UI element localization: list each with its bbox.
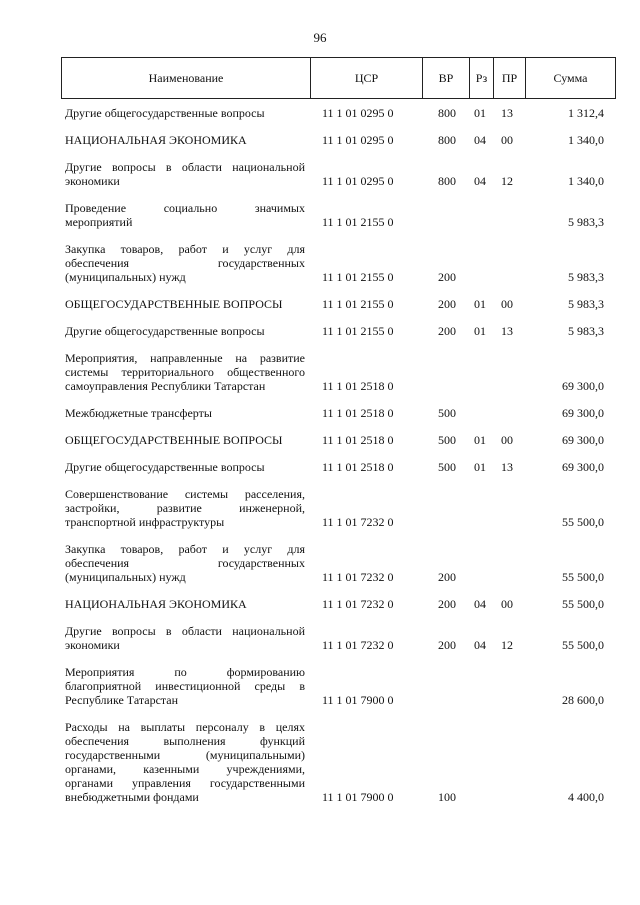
row-name: Другие общегосударственные вопросы xyxy=(65,106,265,120)
row-name: НАЦИОНАЛЬНАЯ ЭКОНОМИКА xyxy=(65,133,247,147)
row-pr: 00 xyxy=(501,597,513,611)
row-csr: 11 1 01 2155 0 xyxy=(322,297,394,311)
row-csr: 11 1 01 7900 0 xyxy=(322,693,394,707)
table-row xyxy=(61,665,616,707)
row-sum: 55 500,0 xyxy=(562,515,604,529)
row-vr: 500 xyxy=(438,406,456,420)
row-vr: 800 xyxy=(438,106,456,120)
row-vr: 200 xyxy=(438,270,456,284)
table-row xyxy=(61,324,616,338)
table-row xyxy=(61,542,616,584)
row-name: ОБЩЕГОСУДАРСТВЕННЫЕ ВОПРОСЫ xyxy=(65,433,283,447)
row-name: Мероприятия, направленные на развитие системы территориального общественного самоуправления Республики Татарстан xyxy=(65,351,305,393)
row-csr: 11 1 01 7900 0 xyxy=(322,790,394,804)
row-name: НАЦИОНАЛЬНАЯ ЭКОНОМИКА xyxy=(65,597,247,611)
row-name: Другие общегосударственные вопросы xyxy=(65,460,265,474)
table-row xyxy=(61,242,616,284)
row-csr: 11 1 01 7232 0 xyxy=(322,515,394,529)
row-sum: 69 300,0 xyxy=(562,460,604,474)
table-row xyxy=(61,487,616,529)
row-name: Другие вопросы в области национальной экономики xyxy=(65,624,305,652)
row-csr: 11 1 01 7232 0 xyxy=(322,638,394,652)
row-sum: 5 983,3 xyxy=(568,215,604,229)
row-csr: 11 1 01 0295 0 xyxy=(322,106,394,120)
row-name: Другие общегосударственные вопросы xyxy=(65,324,265,338)
row-csr: 11 1 01 2518 0 xyxy=(322,406,394,420)
row-csr: 11 1 01 0295 0 xyxy=(322,133,394,147)
header-name: Наименование xyxy=(148,70,224,85)
row-sum: 69 300,0 xyxy=(562,379,604,393)
row-rz: 04 xyxy=(474,174,486,188)
page-number: 96 xyxy=(313,30,327,45)
row-rz: 04 xyxy=(474,638,486,652)
row-vr: 800 xyxy=(438,133,456,147)
row-sum: 5 983,3 xyxy=(568,270,604,284)
row-sum: 69 300,0 xyxy=(562,433,604,447)
row-csr: 11 1 01 0295 0 xyxy=(322,174,394,188)
header-sum: Сумма xyxy=(525,58,615,98)
table-row xyxy=(61,406,616,420)
row-name: Закупка товаров, работ и услуг для обеспечения государственных (муниципальных) нужд xyxy=(65,242,305,284)
row-sum: 69 300,0 xyxy=(562,406,604,420)
table-row xyxy=(61,106,616,120)
row-csr: 11 1 01 2155 0 xyxy=(322,324,394,338)
row-csr: 11 1 01 7232 0 xyxy=(322,570,394,584)
row-name: Межбюджетные трансферты xyxy=(65,406,212,420)
row-rz: 04 xyxy=(474,133,486,147)
row-csr: 11 1 01 2518 0 xyxy=(322,433,394,447)
row-pr: 13 xyxy=(501,106,513,120)
row-sum: 1 312,4 xyxy=(568,106,604,120)
row-name: Другие вопросы в области национальной экономики xyxy=(65,160,305,188)
row-name: Совершенствование системы расселения, застройки, развитие инженерной, транспортной инфраструктуры xyxy=(65,487,305,529)
row-sum: 55 500,0 xyxy=(562,597,604,611)
row-sum: 4 400,0 xyxy=(568,790,604,804)
row-sum: 28 600,0 xyxy=(562,693,604,707)
row-sum: 5 983,3 xyxy=(568,297,604,311)
table-row xyxy=(61,433,616,447)
row-csr: 11 1 01 2155 0 xyxy=(322,270,394,284)
row-vr: 100 xyxy=(438,790,456,804)
row-pr: 13 xyxy=(501,324,513,338)
row-vr: 200 xyxy=(438,570,456,584)
table-row xyxy=(61,597,616,611)
row-name: Мероприятия по формированию благоприятной инвестиционной среды в Республике Татарстан xyxy=(65,665,305,707)
row-sum: 5 983,3 xyxy=(568,324,604,338)
table-row xyxy=(61,201,616,229)
row-csr: 11 1 01 7232 0 xyxy=(322,597,394,611)
row-vr: 500 xyxy=(438,433,456,447)
row-csr: 11 1 01 2155 0 xyxy=(322,215,394,229)
header-csr: ЦСР xyxy=(310,58,422,98)
row-vr: 200 xyxy=(438,597,456,611)
row-vr: 500 xyxy=(438,460,456,474)
row-sum: 55 500,0 xyxy=(562,570,604,584)
row-rz: 01 xyxy=(474,324,486,338)
header-pr: ПР xyxy=(493,58,525,98)
row-pr: 00 xyxy=(501,433,513,447)
table-row xyxy=(61,160,616,188)
row-sum: 1 340,0 xyxy=(568,133,604,147)
row-vr: 200 xyxy=(438,297,456,311)
row-sum: 1 340,0 xyxy=(568,174,604,188)
row-rz: 01 xyxy=(474,106,486,120)
row-vr: 800 xyxy=(438,174,456,188)
table-row xyxy=(61,351,616,393)
row-csr: 11 1 01 2518 0 xyxy=(322,460,394,474)
table-header xyxy=(61,57,616,99)
row-pr: 13 xyxy=(501,460,513,474)
table-row xyxy=(61,624,616,652)
row-pr: 00 xyxy=(501,133,513,147)
row-pr: 00 xyxy=(501,297,513,311)
table-row xyxy=(61,720,616,804)
row-rz: 01 xyxy=(474,460,486,474)
row-name: Закупка товаров, работ и услуг для обеспечения государственных (муниципальных) нужд xyxy=(65,542,305,584)
table-row xyxy=(61,297,616,311)
header-vr: ВР xyxy=(422,58,469,98)
row-pr: 12 xyxy=(501,174,513,188)
row-vr: 200 xyxy=(438,638,456,652)
table-row xyxy=(61,133,616,147)
header-rz: Рз xyxy=(469,58,493,98)
row-csr: 11 1 01 2518 0 xyxy=(322,379,394,393)
row-name: ОБЩЕГОСУДАРСТВЕННЫЕ ВОПРОСЫ xyxy=(65,297,283,311)
row-rz: 01 xyxy=(474,297,486,311)
table-body xyxy=(61,106,616,817)
row-name: Расходы на выплаты персоналу в целях обеспечения выполнения функций государственными (муниципальными) органами, казенными учреждениями, органами управления государственными внебюджетными фондами xyxy=(65,720,305,804)
row-pr: 12 xyxy=(501,638,513,652)
table-row xyxy=(61,460,616,474)
row-name: Проведение социально значимых мероприятий xyxy=(65,201,305,229)
row-rz: 04 xyxy=(474,597,486,611)
row-vr: 200 xyxy=(438,324,456,338)
row-sum: 55 500,0 xyxy=(562,638,604,652)
row-rz: 01 xyxy=(474,433,486,447)
